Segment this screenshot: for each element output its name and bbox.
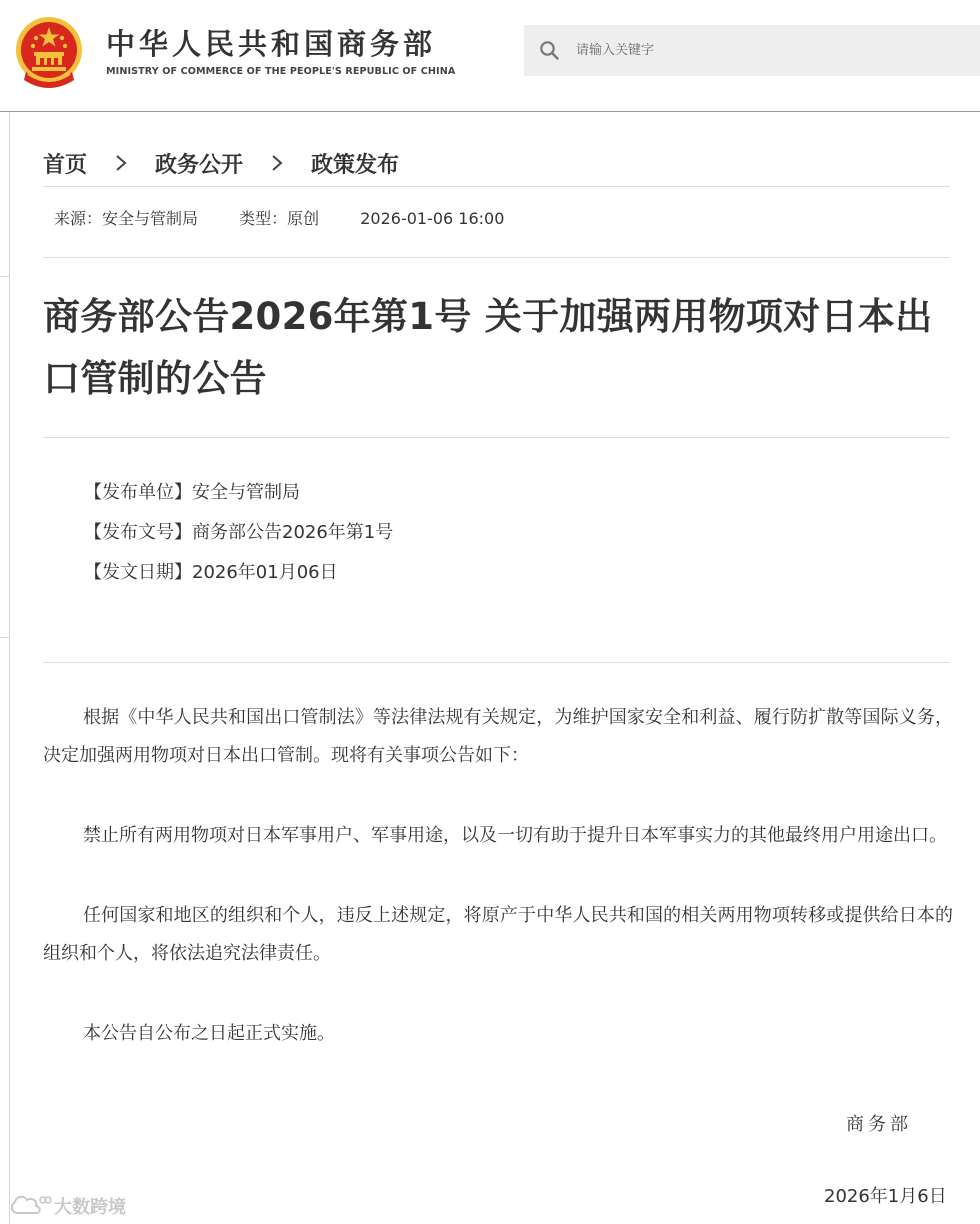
left-border-tick (0, 637, 10, 638)
chevron-right-icon (269, 155, 285, 171)
article-paragraph: 根据《中华人民共和国出口管制法》等法律法规有关规定，为维护国家安全和利益、履行防扩散等国际义务，决定加强两用物项对日本出口管制。现将有关事项公告如下： (43, 707, 953, 766)
left-border-line (9, 112, 10, 1224)
breadcrumb (43, 143, 399, 183)
info-document-number: 【发布文号】商务部公告2026年第1号 (84, 522, 394, 543)
info-issuing-unit: 【发布单位】安全与管制局 (84, 482, 300, 503)
article-body (43, 699, 953, 1095)
search-icon[interactable] (538, 39, 560, 61)
article-signature: 商务部 (846, 1114, 912, 1135)
meta-datetime: 2026-01-06 16:00 (360, 209, 505, 228)
search-input[interactable] (576, 25, 966, 76)
divider (43, 186, 950, 187)
national-emblem-icon[interactable] (14, 14, 84, 88)
watermark (8, 1190, 126, 1222)
divider (43, 257, 950, 258)
left-border-tick (0, 276, 10, 277)
breadcrumb-policy-release[interactable]: 政策发布 (311, 152, 400, 178)
watermark-logo-icon (8, 1193, 52, 1219)
article-paragraph: 任何国家和地区的组织和个人，违反上述规定，将原产于中华人民共和国的相关两用物项转移或提供给日本的组织和个人，将依法追究法律责任。 (43, 905, 953, 964)
article-title: 商务部公告2026年第1号 关于加强两用物项对日本出口管制的公告 (43, 295, 933, 400)
breadcrumb-government-affairs[interactable]: 政务公开 (155, 152, 244, 178)
article-sign-date: 2026年1月6日 (824, 1186, 947, 1207)
chevron-right-icon (113, 155, 129, 171)
article-paragraph: 禁止所有两用物项对日本军事用户、军事用途，以及一切有助于提升日本军事实力的其他最终用户用途出口。 (83, 825, 947, 846)
search-box (524, 25, 980, 76)
article-meta (54, 206, 540, 229)
site-name-en: MINISTRY OF COMMERCE OF THE PEOPLE'S REPUBLIC OF CHINA (106, 66, 456, 77)
breadcrumb-home[interactable]: 首页 (43, 152, 88, 178)
divider (43, 662, 950, 663)
meta-source: 来源：安全与管制局 (54, 209, 199, 228)
divider (43, 437, 950, 438)
info-issue-date: 【发文日期】2026年01月06日 (84, 562, 338, 583)
watermark-text: 大数跨境 (54, 1197, 126, 1218)
site-header (0, 0, 980, 112)
site-name-cn[interactable]: 中华人民共和国商务部 (106, 27, 437, 61)
article-info (84, 473, 393, 593)
article-paragraph: 本公告自公布之日起正式实施。 (83, 1023, 335, 1044)
meta-type: 类型：原创 (239, 209, 320, 228)
